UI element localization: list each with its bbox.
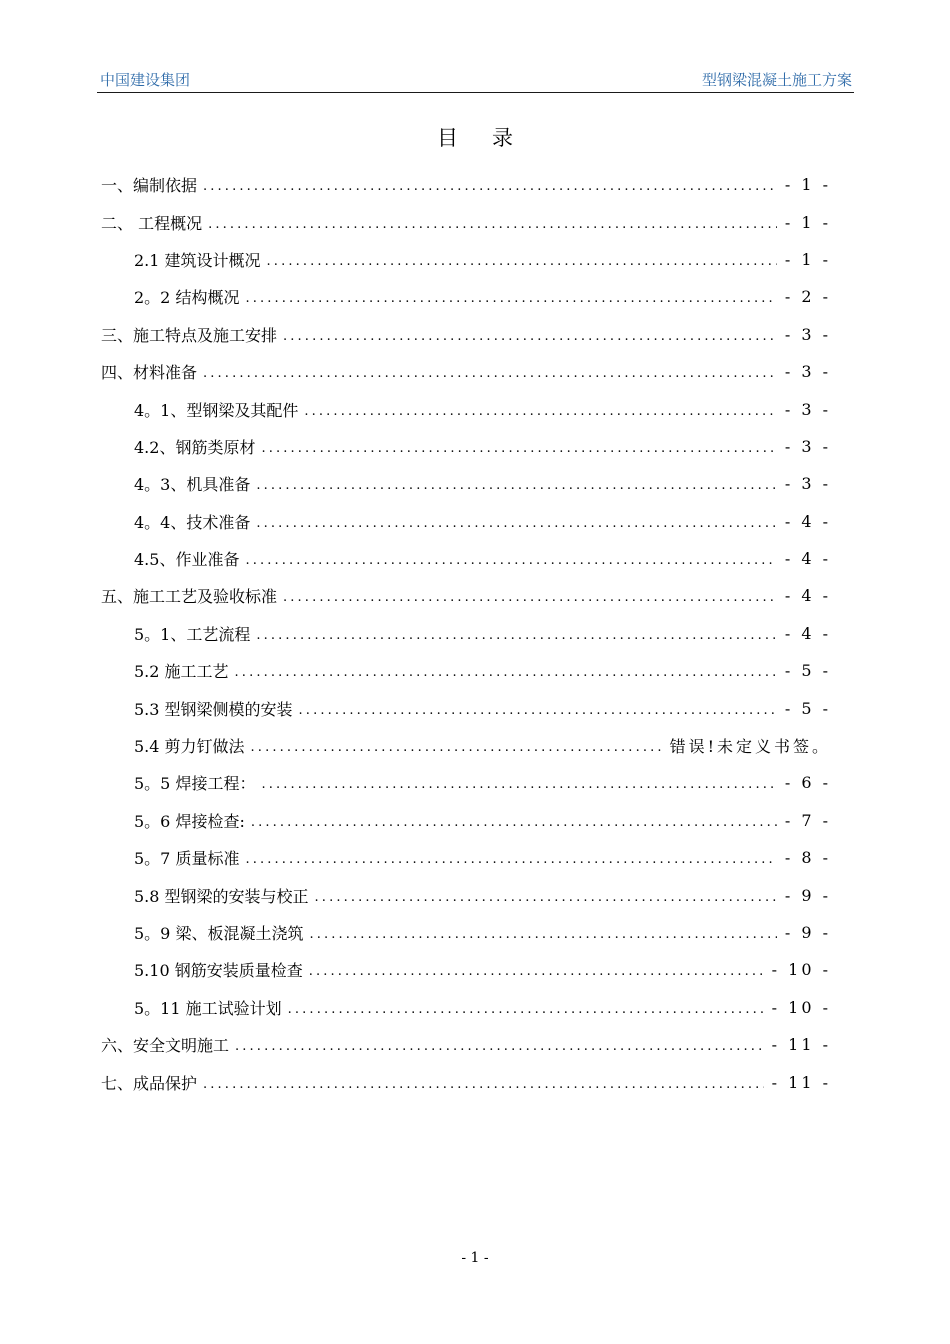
toc-dot-leader xyxy=(315,890,777,905)
toc-dot-leader xyxy=(245,553,776,568)
toc-dot-leader xyxy=(251,815,777,830)
toc-entry[interactable] xyxy=(101,428,831,465)
toc-entry-page: - 5 - xyxy=(784,661,831,681)
toc-entry[interactable] xyxy=(101,652,831,689)
toc-entry-label: 5。5 焊接工程： xyxy=(134,774,256,794)
toc-entry-label: 5。9 梁、板混凝土浇筑 xyxy=(134,924,304,943)
toc-entry-page: - 11 - xyxy=(771,1072,831,1092)
toc-dot-leader xyxy=(251,740,662,755)
toc-dot-leader xyxy=(235,1039,764,1054)
toc-entry[interactable] xyxy=(101,727,831,764)
toc-entry-label: 4.5、作业准备 xyxy=(134,550,240,570)
toc-entry[interactable] xyxy=(101,540,831,577)
toc-entry-label: 4。1、型钢梁及其配件 xyxy=(134,400,299,420)
toc-dot-leader xyxy=(203,366,777,381)
toc-entry-page: - 10 - xyxy=(771,997,831,1017)
toc-entry-label: 2。2 结构概况 xyxy=(134,288,240,308)
toc-entry-page: 错误!未定义书签。 xyxy=(669,737,831,757)
toc-entry-page: - 4 - xyxy=(784,623,831,643)
toc-dot-leader xyxy=(309,927,776,942)
toc-dot-leader xyxy=(283,329,777,344)
toc-entry-label: 六、安全文明施工 xyxy=(101,1036,230,1056)
toc-entry[interactable] xyxy=(101,503,831,540)
toc-dot-leader xyxy=(203,179,777,194)
toc-entry[interactable] xyxy=(101,241,831,278)
toc-entry-page: - 3 - xyxy=(784,399,831,419)
toc-entry-page: - 1 - xyxy=(784,212,831,232)
toc-entry[interactable] xyxy=(101,839,831,876)
toc-dot-leader xyxy=(299,703,777,718)
toc-dot-leader xyxy=(267,254,777,269)
toc-entry-label: 5.10 钢筋安装质量检查 xyxy=(134,961,303,981)
toc-entry[interactable] xyxy=(101,1063,831,1100)
toc-entry-page: - 10 - xyxy=(771,960,831,980)
toc-entry-label: 5。1、工艺流程 xyxy=(134,624,251,644)
toc-entry-page: - 11 - xyxy=(771,1035,831,1055)
toc-entry-label: 5.8 型钢梁的安装与校正 xyxy=(134,886,309,906)
toc-entry-page: - 3 - xyxy=(784,362,831,382)
toc-entry-label: 五、施工工艺及验收标准 xyxy=(101,587,278,607)
toc-entry-page: - 9 - xyxy=(784,923,831,942)
toc-entry-label: 5。11 施工试验计划 xyxy=(134,998,282,1018)
toc-dot-leader xyxy=(256,628,776,643)
toc-entry[interactable] xyxy=(101,914,831,951)
toc-dot-leader xyxy=(256,516,776,531)
toc-entry[interactable] xyxy=(101,951,831,988)
toc-entry[interactable] xyxy=(101,203,831,240)
toc-entry[interactable] xyxy=(101,577,831,614)
toc-entry-label: 5。6 焊接检查: xyxy=(134,811,245,831)
toc-entry-page: - 4 - xyxy=(784,511,831,531)
table-of-contents xyxy=(101,166,831,1101)
toc-dot-leader xyxy=(203,1077,764,1092)
toc-entry-label: 七、成品保护 xyxy=(101,1073,198,1093)
page-header xyxy=(97,66,854,93)
toc-dot-leader xyxy=(304,404,776,419)
toc-dot-leader xyxy=(261,777,776,792)
toc-entry[interactable] xyxy=(101,802,831,839)
toc-entry-label: 二、 工程概况 xyxy=(101,213,203,233)
toc-dot-leader xyxy=(309,964,764,979)
toc-entry-page: - 1 - xyxy=(784,175,831,195)
header-company-name: 中国建设集团 xyxy=(100,71,191,89)
toc-entry[interactable] xyxy=(101,876,831,913)
toc-dot-leader xyxy=(235,665,777,680)
toc-entry-label: 5.4 剪力钉做法 xyxy=(134,737,245,757)
toc-entry-label: 4。3、机具准备 xyxy=(134,475,251,495)
toc-title: 目录 xyxy=(437,126,547,150)
toc-entry[interactable] xyxy=(101,166,831,203)
toc-entry[interactable] xyxy=(101,278,831,315)
toc-entry-label: 4。4、技术准备 xyxy=(134,512,251,532)
toc-entry[interactable] xyxy=(101,764,831,801)
toc-entry-label: 三、施工特点及施工安排 xyxy=(101,325,278,345)
toc-dot-leader xyxy=(245,852,776,867)
toc-dot-leader xyxy=(288,1002,764,1017)
toc-entry-page: - 7 - xyxy=(784,810,831,830)
toc-entry-label: 5.3 型钢梁侧模的安装 xyxy=(134,699,293,719)
toc-entry-page: - 8 - xyxy=(784,848,831,868)
toc-entry[interactable] xyxy=(101,689,831,726)
toc-dot-leader xyxy=(245,291,776,306)
toc-entry[interactable] xyxy=(101,316,831,353)
page-footer xyxy=(0,1250,950,1266)
toc-dot-leader xyxy=(261,441,776,456)
footer-page-number: - 1 - xyxy=(461,1250,489,1266)
toc-entry-label: 2.1 建筑设计概况 xyxy=(134,250,261,270)
toc-dot-leader xyxy=(208,217,777,232)
toc-entry-label: 5。7 质量标准 xyxy=(134,849,240,869)
toc-entry-page: - 1 - xyxy=(784,249,831,269)
toc-entry-page: - 4 - xyxy=(784,549,831,569)
toc-entry[interactable] xyxy=(101,989,831,1026)
toc-entry[interactable] xyxy=(101,465,831,502)
toc-entry-page: - 3 - xyxy=(784,436,831,456)
toc-entry-label: 4.2、钢筋类原材 xyxy=(134,437,256,457)
toc-entry-page: - 9 - xyxy=(784,885,831,905)
toc-dot-leader xyxy=(256,478,776,493)
toc-entry[interactable] xyxy=(101,390,831,427)
toc-entry-page: - 3 - xyxy=(784,324,831,344)
toc-entry-page: - 3 - xyxy=(784,474,831,494)
toc-entry[interactable] xyxy=(101,1026,831,1063)
header-document-title: 型钢梁混凝土施工方案 xyxy=(701,71,852,89)
toc-entry-page: - 2 - xyxy=(784,287,831,307)
toc-entry-label: 一、编制依据 xyxy=(101,176,198,196)
toc-entry-label: 四、材料准备 xyxy=(101,363,198,383)
toc-entry-page: - 4 - xyxy=(784,586,831,606)
toc-entry-page: - 6 - xyxy=(784,773,831,793)
toc-entry[interactable] xyxy=(101,615,831,652)
toc-entry-page: - 5 - xyxy=(784,698,831,718)
toc-entry[interactable] xyxy=(101,353,831,390)
toc-dot-leader xyxy=(283,590,777,605)
toc-entry-label: 5.2 施工工艺 xyxy=(134,662,229,682)
